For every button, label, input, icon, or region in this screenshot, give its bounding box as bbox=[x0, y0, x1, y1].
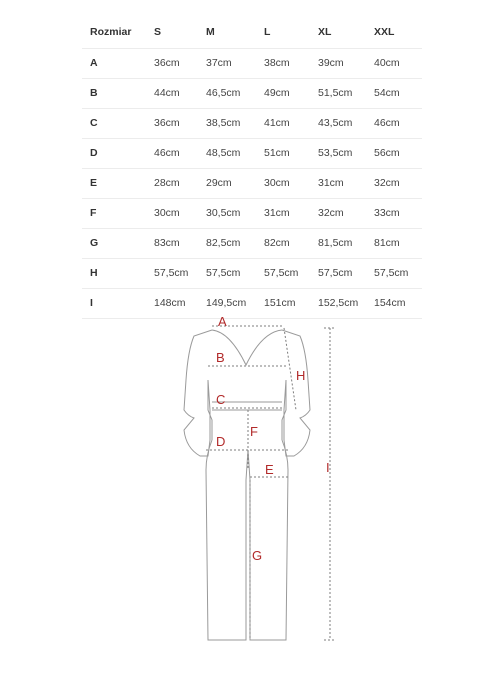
table-header-row bbox=[82, 18, 422, 49]
table-cell: 31cm bbox=[318, 177, 344, 189]
table-cell: 57,5cm bbox=[154, 267, 189, 279]
table-cell: 39cm bbox=[318, 57, 344, 69]
table-cell: 38,5cm bbox=[206, 117, 241, 129]
table-body bbox=[82, 49, 422, 319]
table-cell: 148cm bbox=[154, 297, 186, 309]
table-cell: 37cm bbox=[206, 57, 232, 69]
header-xxl: XXL bbox=[374, 26, 395, 38]
table-cell: 57,5cm bbox=[264, 267, 299, 279]
label-i: I bbox=[326, 460, 330, 475]
table-cell: 154cm bbox=[374, 297, 406, 309]
table-cell: 30,5cm bbox=[206, 207, 241, 219]
table-cell: 48,5cm bbox=[206, 147, 241, 159]
row-label: D bbox=[90, 147, 98, 159]
jumpsuit-measurement-diagram bbox=[150, 310, 350, 655]
table-cell: 31cm bbox=[264, 207, 290, 219]
table-cell: 81,5cm bbox=[318, 237, 353, 249]
table-row bbox=[82, 259, 422, 289]
table-cell: 46cm bbox=[154, 147, 180, 159]
table-cell: 83cm bbox=[154, 237, 180, 249]
header-m: M bbox=[206, 26, 215, 38]
row-label: C bbox=[90, 117, 98, 129]
table-row bbox=[82, 229, 422, 259]
table-cell: 30cm bbox=[264, 177, 290, 189]
table-cell: 32cm bbox=[374, 177, 400, 189]
row-label: F bbox=[90, 207, 97, 219]
table-cell: 56cm bbox=[374, 147, 400, 159]
table-cell: 30cm bbox=[154, 207, 180, 219]
table-cell: 36cm bbox=[154, 117, 180, 129]
row-label: E bbox=[90, 177, 98, 189]
table-row bbox=[82, 49, 422, 79]
table-cell: 29cm bbox=[206, 177, 232, 189]
row-label: H bbox=[90, 267, 98, 279]
label-b: B bbox=[216, 350, 225, 365]
table-cell: 152,5cm bbox=[318, 297, 359, 309]
table-cell: 82cm bbox=[264, 237, 290, 249]
table-cell: 82,5cm bbox=[206, 237, 241, 249]
label-d: D bbox=[216, 434, 226, 449]
table-row bbox=[82, 109, 422, 139]
header-l: L bbox=[264, 26, 271, 38]
table-cell: 57,5cm bbox=[318, 267, 353, 279]
table-cell: 44cm bbox=[154, 87, 180, 99]
row-label: G bbox=[90, 237, 99, 249]
table-cell: 46cm bbox=[374, 117, 400, 129]
row-label: I bbox=[90, 297, 93, 309]
label-f: F bbox=[250, 424, 258, 439]
table-cell: 28cm bbox=[154, 177, 180, 189]
table-cell: 51cm bbox=[264, 147, 290, 159]
row-label: B bbox=[90, 87, 98, 99]
table-row bbox=[82, 79, 422, 109]
table-row bbox=[82, 139, 422, 169]
table-cell: 43,5cm bbox=[318, 117, 353, 129]
header-xl: XL bbox=[318, 26, 332, 38]
row-label: A bbox=[90, 57, 98, 69]
table-cell: 49cm bbox=[264, 87, 290, 99]
table-cell: 57,5cm bbox=[374, 267, 409, 279]
table-cell: 33cm bbox=[374, 207, 400, 219]
table-cell: 51,5cm bbox=[318, 87, 353, 99]
label-a: A bbox=[218, 314, 227, 329]
header-s: S bbox=[154, 26, 162, 38]
table-cell: 81cm bbox=[374, 237, 400, 249]
table-cell: 151cm bbox=[264, 297, 296, 309]
table-cell: 36cm bbox=[154, 57, 180, 69]
table-cell: 38cm bbox=[264, 57, 290, 69]
table-cell: 57,5cm bbox=[206, 267, 241, 279]
size-table bbox=[82, 18, 422, 319]
table-cell: 40cm bbox=[374, 57, 400, 69]
header-rozmiar: Rozmiar bbox=[90, 26, 132, 38]
label-e: E bbox=[265, 462, 274, 477]
label-h: H bbox=[296, 368, 306, 383]
table-cell: 54cm bbox=[374, 87, 400, 99]
table-cell: 32cm bbox=[318, 207, 344, 219]
table-cell: 46,5cm bbox=[206, 87, 241, 99]
table-cell: 53,5cm bbox=[318, 147, 353, 159]
jumpsuit-outline bbox=[150, 310, 350, 655]
label-c: C bbox=[216, 392, 226, 407]
table-cell: 41cm bbox=[264, 117, 290, 129]
label-g: G bbox=[252, 548, 263, 563]
table-row bbox=[82, 169, 422, 199]
table-row bbox=[82, 199, 422, 229]
table-cell: 149,5cm bbox=[206, 297, 247, 309]
